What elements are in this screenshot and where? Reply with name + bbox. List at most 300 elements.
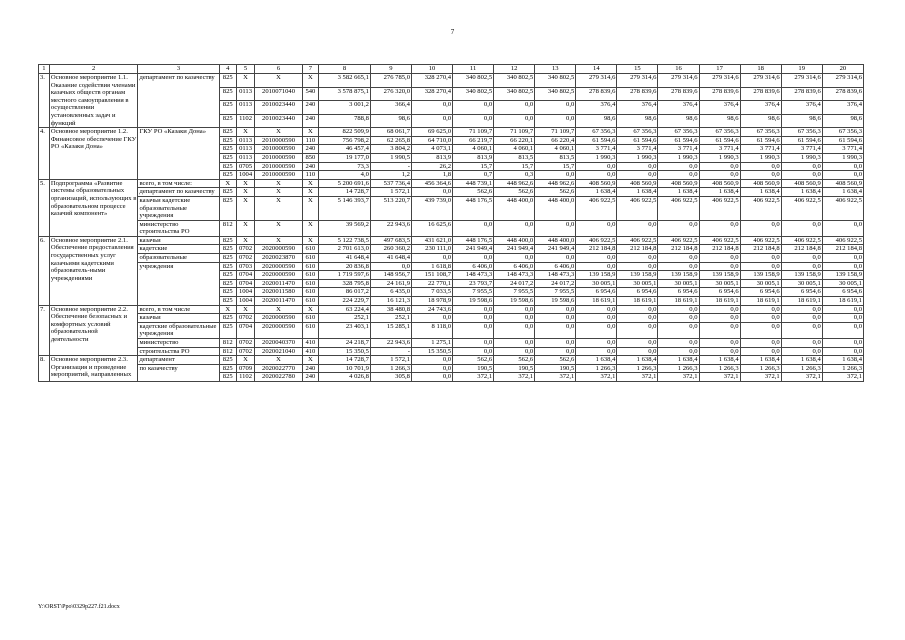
value-cell: 0,0	[699, 322, 740, 338]
value-cell: 406 922,5	[699, 196, 740, 220]
value-cell: X	[302, 356, 318, 365]
value-cell: 3 001,2	[319, 101, 371, 115]
value-cell: 0,0	[453, 254, 494, 263]
value-cell: 19 598,6	[535, 297, 576, 306]
table-row	[39, 364, 864, 373]
value-cell: 0,0	[658, 262, 699, 271]
value-cell: 1 990,5	[370, 153, 411, 162]
value-cell: 69 625,0	[411, 128, 452, 137]
value-cell: 61 594,6	[576, 136, 617, 145]
value-cell: 0,0	[494, 314, 535, 323]
program-name: Подпрограмма «Развитие системы образовательных организаций, использующих в образовательном процессе казачий компонент»	[49, 179, 138, 236]
value-cell: 18 619,1	[617, 297, 658, 306]
value-cell: 73,3	[319, 162, 371, 171]
table-row	[39, 322, 864, 338]
executor: образовательные	[138, 254, 219, 263]
value-cell: 0,0	[453, 314, 494, 323]
value-cell: 0,0	[822, 305, 863, 314]
value-cell: 0,0	[535, 114, 576, 128]
value-cell: 139 158,9	[699, 271, 740, 280]
value-cell: 279 314,6	[699, 74, 740, 88]
executor: кадетские	[138, 245, 219, 254]
value-cell: 0113	[236, 145, 254, 154]
value-cell: X	[302, 196, 318, 220]
row-number: 7.	[39, 305, 50, 356]
value-cell: 408 560,9	[699, 179, 740, 188]
value-cell: 0,0	[822, 322, 863, 338]
table-row	[39, 188, 864, 197]
value-cell: 406 922,5	[576, 236, 617, 245]
value-cell: X	[255, 220, 303, 236]
value-cell: 98,6	[658, 114, 699, 128]
value-cell: X	[255, 356, 303, 365]
value-cell: X	[236, 179, 254, 188]
value-cell: 2010000590	[255, 153, 303, 162]
value-cell: 825	[219, 271, 236, 280]
value-cell: 67 356,3	[822, 128, 863, 137]
value-cell: 252,1	[370, 314, 411, 323]
value-cell: 18 619,1	[781, 297, 822, 306]
value-cell: 148 473,3	[453, 271, 494, 280]
value-cell: 61 594,6	[658, 136, 699, 145]
value-cell: 0,0	[494, 322, 535, 338]
executor: казачьи	[138, 314, 219, 323]
value-cell: 406 922,5	[699, 236, 740, 245]
value-cell: 1 719 597,6	[319, 271, 371, 280]
value-cell: 0,0	[576, 339, 617, 348]
value-cell: 1102	[236, 114, 254, 128]
value-cell: 406 922,5	[617, 236, 658, 245]
value-cell: 0,0	[494, 339, 535, 348]
value-cell: 1 638,4	[781, 356, 822, 365]
value-cell: 1 638,4	[740, 356, 781, 365]
value-cell: 825	[219, 279, 236, 288]
table-row	[39, 314, 864, 323]
value-cell: 562,6	[494, 188, 535, 197]
value-cell: 19 598,6	[453, 297, 494, 306]
value-cell: 340 802,5	[453, 87, 494, 101]
value-cell: 1 990,3	[576, 153, 617, 162]
value-cell: 1 638,4	[658, 356, 699, 365]
value-cell: 376,4	[617, 101, 658, 115]
value-cell: 2010071040	[255, 87, 303, 101]
value-cell: 16 121,3	[370, 297, 411, 306]
value-cell: 5 146 393,7	[319, 196, 371, 220]
value-cell: 0,0	[576, 162, 617, 171]
value-cell: 0,0	[494, 347, 535, 356]
header-cell: 17	[699, 65, 740, 74]
value-cell: 19 598,6	[494, 297, 535, 306]
value-cell: 67 356,3	[576, 128, 617, 137]
value-cell: 0,0	[822, 171, 863, 180]
value-cell: 513 220,7	[370, 196, 411, 220]
value-cell: 372,1	[822, 373, 863, 382]
value-cell: 825	[219, 136, 236, 145]
value-cell: 610	[302, 288, 318, 297]
value-cell: 0,0	[411, 101, 452, 115]
value-cell: 3 582 665,1	[319, 74, 371, 88]
value-cell: 0,0	[740, 262, 781, 271]
value-cell: 98,6	[781, 114, 822, 128]
value-cell: 825	[219, 356, 236, 365]
header-cell: 5	[236, 65, 254, 74]
value-cell: 497 683,5	[370, 236, 411, 245]
value-cell: 0,0	[453, 347, 494, 356]
value-cell: 448 176,5	[453, 236, 494, 245]
value-cell: 18 619,1	[699, 297, 740, 306]
executor: министерство строительства РО	[138, 220, 219, 236]
value-cell: 0,0	[740, 254, 781, 263]
value-cell: 1 638,4	[617, 188, 658, 197]
header-cell: 9	[370, 65, 411, 74]
value-cell: 2020022780	[255, 373, 303, 382]
value-cell: 812	[219, 339, 236, 348]
value-cell: 67 356,3	[781, 128, 822, 137]
value-cell: 240	[302, 373, 318, 382]
value-cell: 1102	[236, 373, 254, 382]
value-cell: 1 990,3	[781, 153, 822, 162]
program-name: Основное мероприятие 1.2. Финансовое обеспечение ГКУ РО «Казаки Дона»	[49, 128, 138, 180]
executor: всего, в том числе	[138, 305, 219, 314]
value-cell: 340 802,5	[535, 74, 576, 88]
value-cell: 148 956,7	[370, 271, 411, 280]
value-cell: 788,8	[319, 114, 371, 128]
value-cell: 0,0	[699, 254, 740, 263]
value-cell: X	[236, 305, 254, 314]
value-cell: 15,7	[453, 162, 494, 171]
value-cell: 278 839,6	[658, 87, 699, 101]
value-cell: 562,6	[453, 356, 494, 365]
value-cell: 0,0	[658, 171, 699, 180]
value-cell: 408 560,9	[822, 179, 863, 188]
value-cell: 0113	[236, 101, 254, 115]
value-cell: 0,0	[781, 262, 822, 271]
value-cell: 46 457,4	[319, 145, 371, 154]
value-cell: 376,4	[658, 101, 699, 115]
value-cell: 0,0	[781, 171, 822, 180]
value-cell: 139 158,9	[617, 271, 658, 280]
value-cell: 0,0	[453, 114, 494, 128]
value-cell: 212 184,8	[822, 245, 863, 254]
value-cell: 5 122 738,5	[319, 236, 371, 245]
header-row	[39, 65, 864, 74]
table-row	[39, 254, 864, 263]
value-cell: 110	[302, 136, 318, 145]
value-cell: 540	[302, 87, 318, 101]
value-cell: 6 406,0	[453, 262, 494, 271]
value-cell: 19 177,0	[319, 153, 371, 162]
row-number: 6.	[39, 236, 50, 305]
value-cell: 0,0	[535, 322, 576, 338]
value-cell: 61 594,6	[740, 136, 781, 145]
value-cell: 825	[219, 74, 236, 88]
value-cell: 30 005,1	[658, 279, 699, 288]
value-cell: 610	[302, 254, 318, 263]
value-cell: 14 728,7	[319, 356, 371, 365]
value-cell: 0,0	[370, 262, 411, 271]
value-cell: 1004	[236, 171, 254, 180]
value-cell: 24 218,7	[319, 339, 371, 348]
value-cell: X	[236, 196, 254, 220]
value-cell: 62 265,8	[370, 136, 411, 145]
value-cell: 0,0	[411, 314, 452, 323]
value-cell: 328 270,4	[411, 74, 452, 88]
value-cell: 0,0	[617, 254, 658, 263]
value-cell: 7 955,5	[494, 288, 535, 297]
value-cell: 2010000590	[255, 136, 303, 145]
value-cell: 24 743,6	[411, 305, 452, 314]
value-cell: 1 638,4	[699, 188, 740, 197]
value-cell: 1 572,1	[370, 188, 411, 197]
value-cell: 7 955,5	[453, 288, 494, 297]
value-cell: 431 621,0	[411, 236, 452, 245]
value-cell: 39 569,2	[319, 220, 371, 236]
value-cell: 1 990,3	[699, 153, 740, 162]
value-cell: 0,0	[617, 314, 658, 323]
value-cell: 0,0	[535, 254, 576, 263]
value-cell: 41 648,4	[319, 254, 371, 263]
value-cell: 30 005,1	[781, 279, 822, 288]
value-cell: 825	[219, 322, 236, 338]
value-cell: 0,0	[822, 220, 863, 236]
value-cell: X	[255, 236, 303, 245]
value-cell: 376,4	[781, 101, 822, 115]
value-cell: 278 839,6	[576, 87, 617, 101]
value-cell: X	[255, 179, 303, 188]
value-cell: 98,6	[576, 114, 617, 128]
value-cell: 2020023870	[255, 254, 303, 263]
value-cell: 0,0	[699, 305, 740, 314]
value-cell: 850	[302, 153, 318, 162]
value-cell: 1 990,3	[658, 153, 699, 162]
value-cell: 0,0	[617, 322, 658, 338]
value-cell: 0,0	[658, 220, 699, 236]
value-cell: 86 017,2	[319, 288, 371, 297]
value-cell: 67 356,3	[658, 128, 699, 137]
value-cell: 0,0	[576, 220, 617, 236]
value-cell: 6 954,6	[576, 288, 617, 297]
value-cell: 0,0	[781, 347, 822, 356]
value-cell: 408 560,9	[740, 179, 781, 188]
value-cell: X	[255, 74, 303, 88]
value-cell: 18 619,1	[576, 297, 617, 306]
row-number: 5.	[39, 179, 50, 236]
header-cell: 19	[781, 65, 822, 74]
executor: казачьи кадетские образовательные учреждения	[138, 196, 219, 220]
value-cell: 61 594,6	[617, 136, 658, 145]
value-cell: 0,0	[617, 305, 658, 314]
footer-path: Y:\ORST\Ppo\0329p227.f21.docx	[38, 604, 120, 610]
executor: по казачеству	[138, 364, 219, 381]
value-cell: 2020000590	[255, 262, 303, 271]
value-cell: 372,1	[617, 373, 658, 382]
value-cell: 1 990,3	[740, 153, 781, 162]
value-cell: X	[302, 188, 318, 197]
value-cell: 406 922,5	[781, 196, 822, 220]
value-cell: 23 793,7	[453, 279, 494, 288]
value-cell: 0,0	[411, 254, 452, 263]
value-cell: 6 406,0	[494, 262, 535, 271]
value-cell: 23 403,1	[319, 322, 371, 338]
value-cell: 825	[219, 188, 236, 197]
value-cell: 376,4	[699, 101, 740, 115]
value-cell: 5 200 691,6	[319, 179, 371, 188]
header-cell: 3	[138, 65, 219, 74]
value-cell: 822 509,9	[319, 128, 371, 137]
value-cell: 406 922,5	[740, 236, 781, 245]
value-cell: 18 619,1	[658, 297, 699, 306]
value-cell: 6 954,6	[658, 288, 699, 297]
value-cell: 7 033,5	[411, 288, 452, 297]
value-cell: 1 266,3	[781, 364, 822, 373]
value-cell: 1,8	[411, 171, 452, 180]
value-cell: 1 266,3	[699, 364, 740, 373]
value-cell: 0,0	[617, 162, 658, 171]
value-cell: 0113	[236, 87, 254, 101]
value-cell: 24 017,2	[494, 279, 535, 288]
header-cell: 12	[494, 65, 535, 74]
value-cell: 2020011580	[255, 288, 303, 297]
value-cell: 562,6	[535, 188, 576, 197]
header-cell: 8	[319, 65, 371, 74]
value-cell: 0,0	[658, 339, 699, 348]
value-cell: 6 954,6	[699, 288, 740, 297]
value-cell: 372,1	[699, 373, 740, 382]
value-cell: 0,0	[535, 101, 576, 115]
value-cell: 190,5	[535, 364, 576, 373]
value-cell: 279 314,6	[822, 74, 863, 88]
value-cell: 15 350,5	[411, 347, 452, 356]
value-cell: 0,0	[411, 373, 452, 382]
value-cell: 0,0	[740, 347, 781, 356]
value-cell: 305,8	[370, 373, 411, 382]
value-cell: X	[236, 356, 254, 365]
value-cell: 0,0	[781, 322, 822, 338]
value-cell: 2020000590	[255, 314, 303, 323]
value-cell: 63 224,4	[319, 305, 371, 314]
value-cell: 212 184,8	[781, 245, 822, 254]
value-cell: 0704	[236, 322, 254, 338]
value-cell: 0702	[236, 254, 254, 263]
value-cell: 408 560,9	[617, 179, 658, 188]
value-cell: 406 922,5	[617, 196, 658, 220]
value-cell: 279 314,6	[658, 74, 699, 88]
value-cell: 448 739,1	[453, 179, 494, 188]
value-cell: 0,0	[576, 262, 617, 271]
value-cell: 6 954,6	[822, 288, 863, 297]
value-cell: 4 060,1	[453, 145, 494, 154]
value-cell: 825	[219, 153, 236, 162]
value-cell: 0,0	[658, 254, 699, 263]
value-cell: 1 266,3	[617, 364, 658, 373]
budget-table	[38, 64, 864, 382]
row-number: 4.	[39, 128, 50, 180]
header-cell: 11	[453, 65, 494, 74]
value-cell: 825	[219, 114, 236, 128]
value-cell: 562,6	[535, 356, 576, 365]
value-cell: -	[370, 162, 411, 171]
value-cell: 212 184,8	[658, 245, 699, 254]
program-name: Основное мероприятие 2.3. Организация и проведение мероприятий, направленных	[49, 356, 138, 382]
value-cell: 406 922,5	[658, 236, 699, 245]
value-cell: 825	[219, 254, 236, 263]
value-cell: X	[302, 74, 318, 88]
value-cell: 406 922,5	[576, 196, 617, 220]
value-cell: 406 922,5	[781, 236, 822, 245]
value-cell: 2020022770	[255, 364, 303, 373]
value-cell: 0703	[236, 262, 254, 271]
value-cell: 241 949,4	[494, 245, 535, 254]
value-cell: 0,0	[699, 347, 740, 356]
value-cell: 0,0	[822, 314, 863, 323]
program-name: Основное мероприятие 2.1. Обеспечение предоставления государственных услуг казачьими кадетскими образователь-ными учреждениями	[49, 236, 138, 305]
value-cell: 610	[302, 314, 318, 323]
value-cell: 0,0	[781, 254, 822, 263]
value-cell: 98,6	[699, 114, 740, 128]
value-cell: 2020040370	[255, 339, 303, 348]
table-row	[39, 179, 864, 188]
value-cell: 3 771,4	[576, 145, 617, 154]
value-cell: 406 922,5	[740, 196, 781, 220]
value-cell: 241 949,4	[535, 245, 576, 254]
value-cell: 41 648,4	[370, 254, 411, 263]
value-cell: 372,1	[740, 373, 781, 382]
value-cell: 252,1	[319, 314, 371, 323]
value-cell: 372,1	[576, 373, 617, 382]
value-cell: 0,0	[576, 322, 617, 338]
value-cell: 2020000590	[255, 322, 303, 338]
value-cell: 0,3	[494, 171, 535, 180]
value-cell: 406 922,5	[822, 196, 863, 220]
value-cell: 0702	[236, 314, 254, 323]
value-cell: 2 701 613,0	[319, 245, 371, 254]
value-cell: 15 285,1	[370, 322, 411, 338]
value-cell: 0,0	[822, 254, 863, 263]
value-cell: 340 802,5	[535, 87, 576, 101]
value-cell: 1 638,4	[822, 356, 863, 365]
value-cell: 4 026,8	[319, 373, 371, 382]
value-cell: 1 638,4	[576, 188, 617, 197]
value-cell: 372,1	[658, 373, 699, 382]
value-cell: 278 839,6	[781, 87, 822, 101]
value-cell: 562,6	[494, 356, 535, 365]
value-cell: 1 638,4	[740, 188, 781, 197]
value-cell: 610	[302, 245, 318, 254]
value-cell: 1 990,3	[822, 153, 863, 162]
executor: всего, в том числе:	[138, 179, 219, 188]
value-cell: 7 955,5	[535, 288, 576, 297]
value-cell: X	[236, 128, 254, 137]
executor: ГКУ РО «Казаки Дона»	[138, 128, 219, 180]
value-cell: 67 356,3	[699, 128, 740, 137]
value-cell: 328 270,4	[411, 87, 452, 101]
value-cell: 0,0	[699, 162, 740, 171]
value-cell: 372,1	[494, 373, 535, 382]
value-cell: 68 061,7	[370, 128, 411, 137]
value-cell: X	[255, 128, 303, 137]
value-cell: 0,0	[822, 339, 863, 348]
value-cell: 610	[302, 271, 318, 280]
table-row	[39, 236, 864, 245]
value-cell: 825	[219, 245, 236, 254]
header-cell: 16	[658, 65, 699, 74]
value-cell: 340 802,5	[494, 74, 535, 88]
value-cell: 240	[302, 101, 318, 115]
value-cell: 30 005,1	[822, 279, 863, 288]
value-cell: 230 111,0	[411, 245, 452, 254]
executor: министерство	[138, 339, 219, 348]
value-cell: 38 480,8	[370, 305, 411, 314]
